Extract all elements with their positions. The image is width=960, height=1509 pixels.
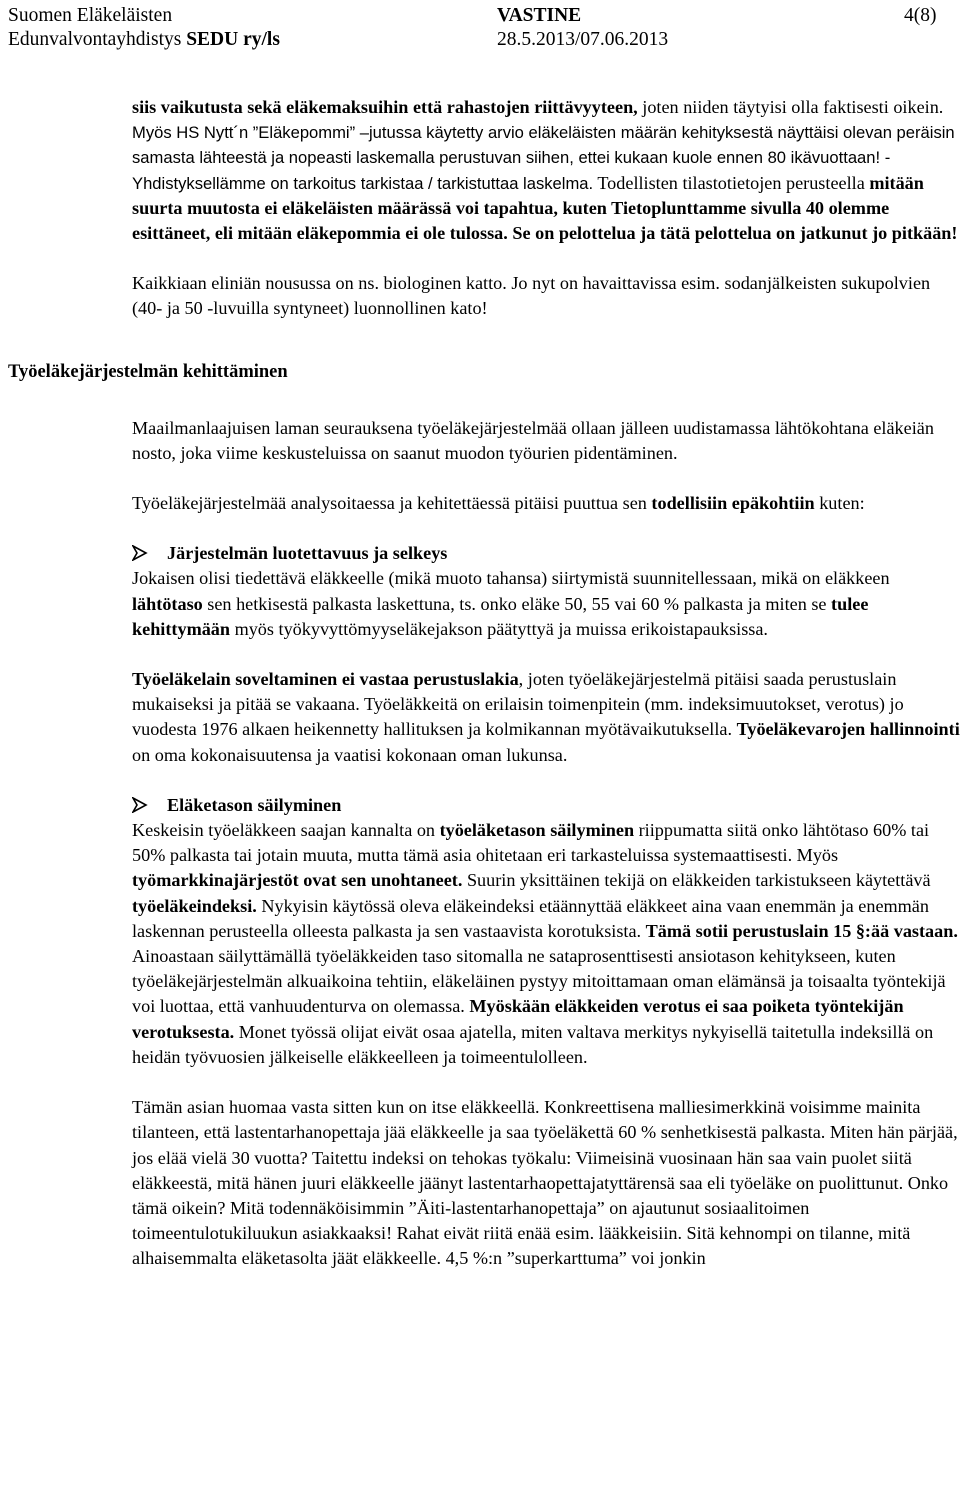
paragraph-1: Maailmanlaajuisen laman seurauksena työeläkejärjestelmää ollaan jälleen uudistamassa lähtökohtana eläkeiän nosto, joka viime keskusteluissa on saanut muodon työurien pidentäminen. <box>132 417 934 463</box>
bullet-2-text: Keskeisin työeläkkeen saajan kannalta on työeläketason säilyminen riippumatta siitä onko lähtötaso 60% tai 50% palkasta tai jotain muuta, mutta tämä asia ohitetaan eri tarkasteluissa systemaattisesti. Myös työmarkkinajärjestöt ovat sen unohtaneet. Suurin yksittäinen tekijä on eläkkeiden tarkistukseen käytettävä työeläkeindeksi. Nykyisin käytössä oleva eläkeindeksi etäännyttää eläkkeet aina vaan enemmän ja enemmän laskennan perusteella olleesta palkasta ja sen vastaavista korotuksista. Tämä sotii perustuslain 15 §:ää vastaan. Ainoastaan säilyttämällä työeläkkeiden taso sitomalla ne sataprosenttisesti ansiotason kehitykseen, kuten työeläkejärjestelmän alkuaikoina tehtiin, eläkeläinen pystyy mitoittamaan oman elämänsä ja toisaalta työntekijä voi luottaa, että vanhuudenturva on olemassa. Myöskään eläkkeiden verotus ei saa poiketa työntekijän verotuksesta. Monet työssä olijat eivät osaa ajatella, miten valtava merkitys nykyisellä taitetulla indeksillä on heidän työvuosien jälkeiselle eläkkeelleen ja toimeentulolleen. <box>132 820 958 1067</box>
arrow-bullet-icon <box>132 795 167 816</box>
paragraph-2: Työeläkejärjestelmää analysoitaessa ja kehitettäessä pitäisi puuttua sen todellisiin epäkohtiin kuten: <box>132 493 865 514</box>
bullet-1-text: Jokaisen olisi tiedettävä eläkkeelle (mikä muoto tahansa) siirtymistä suunnitellessaan, mikä on eläkkeen lähtötaso sen hetkisestä palkasta laskettuna, ts. onko eläke 50, 55 vai 60 % palkasta ja miten se tulee kehittymään myös työkyvyttömyyseläkejakson päätyttyä ja muissa erikoistapauksissa. <box>132 568 890 639</box>
intro-paragraph-2: Kaikkiaan eliniän nousussa on ns. biologinen katto. Jo nyt on havaittavissa esim. sodanjälkeisten sukupolvien (40- ja 50 -luvuilla syntyneet) luonnollinen kato! <box>132 273 931 319</box>
header-org-abbrev: SEDU ry/ls <box>186 29 280 50</box>
page-number: 4(8) <box>904 5 937 26</box>
header-org-name: Edunvalvontayhdistys <box>8 29 187 50</box>
paragraph-4: Tämän asian huomaa vasta sitten kun on itse eläkkeellä. Konkreettisena malliesimerkkinä voisimme mainita tilanteen, että lastentarhanopettaja jää eläkkeelle ja saa työeläkettä 60 % senhetkisestä palkasta. Miten hän pärjää, jos elää vielä 30 vuotta? Taitettu indeksi on tehokas työkalu: Viimeisinä vuosinaan hän saa vain puolet siitä eläkkeestä, mitä hänen juuri eläkkeelle jäänyt lastentarhaopettajatyttärensä saa eli työeläke on puolittunut. Onko tämä oikein? Mitä todennäköisimmin ”Äiti-lastentarhanopettaja” on ajautunut sosiaalitoimen toimeentulotukiluukun asiakkaaksi! Rahat eivät riitä enää esim. lääkkeisiin. Sitä kehnompi on tilanne, mitä alhaisemmalta eläketasolta jäät eläkkeelle. 4,5 %:n ”superkarttuma” voi jonkin <box>132 1097 958 1269</box>
document-dates: 28.5.2013/07.06.2013 <box>497 29 669 50</box>
bullet-2-heading: Eläketason säilyminen <box>132 793 960 818</box>
bullet-1-heading: Järjestelmän luotettavuus ja selkeys <box>132 541 960 566</box>
header-org-line2 <box>8 28 280 52</box>
paragraph-3: Työeläkelain soveltaminen ei vastaa perustuslakia, joten työeläkejärjestelmä pitäisi saada perustuslain mukaiseksi ja pitää se vakaana. Työeläkkeitä on erilaisin toimenpitein (mm. indeksimuutokset, verotus) jo vuodesta 1976 alkaen heikennetty hallituksen ja kolmikannan myötävaikutuksella. Työeläkevarojen hallinnointi on oma kokonaisuutensa ja vaatisi kokonaan oman lukunsa. <box>132 669 960 765</box>
intro-paragraph: siis vaikutusta sekä eläkemaksuihin että rahastojen riittävyyteen, joten niiden täytyisi olla faktisesti oikein. Myös HS Nytt´n ”Eläkepommi” –jutussa käytetty arvio eläkeläisten määrän kehityksestä näyttäisi olevan peräisin samasta lähteestä ja nopeasti laskemalla perustuvan siihen, ettei kukaan kuole ennen 80 ikävuottaan! - Yhdistyksellämme on tarkoitus tarkistaa / tarkistuttaa laskelma. Todellisten tilastotietojen perusteella mitään suurta muutosta ei eläkeläisten määrässä voi tapahtua, kuten Tietoplunttamme sivulla 40 olemme esittäneet, eli mitään eläkepommia ei ole tulossa. Se on pelottelua ja tätä pelottelua on jatkunut jo pitkään! <box>132 97 958 244</box>
document-title: VASTINE <box>497 5 582 26</box>
document-body <box>0 95 960 1272</box>
arrow-bullet-icon <box>132 543 167 564</box>
section-heading: Työeläkejärjestelmän kehittäminen <box>8 361 288 382</box>
header-org-line1: Suomen Eläkeläisten <box>8 5 173 26</box>
